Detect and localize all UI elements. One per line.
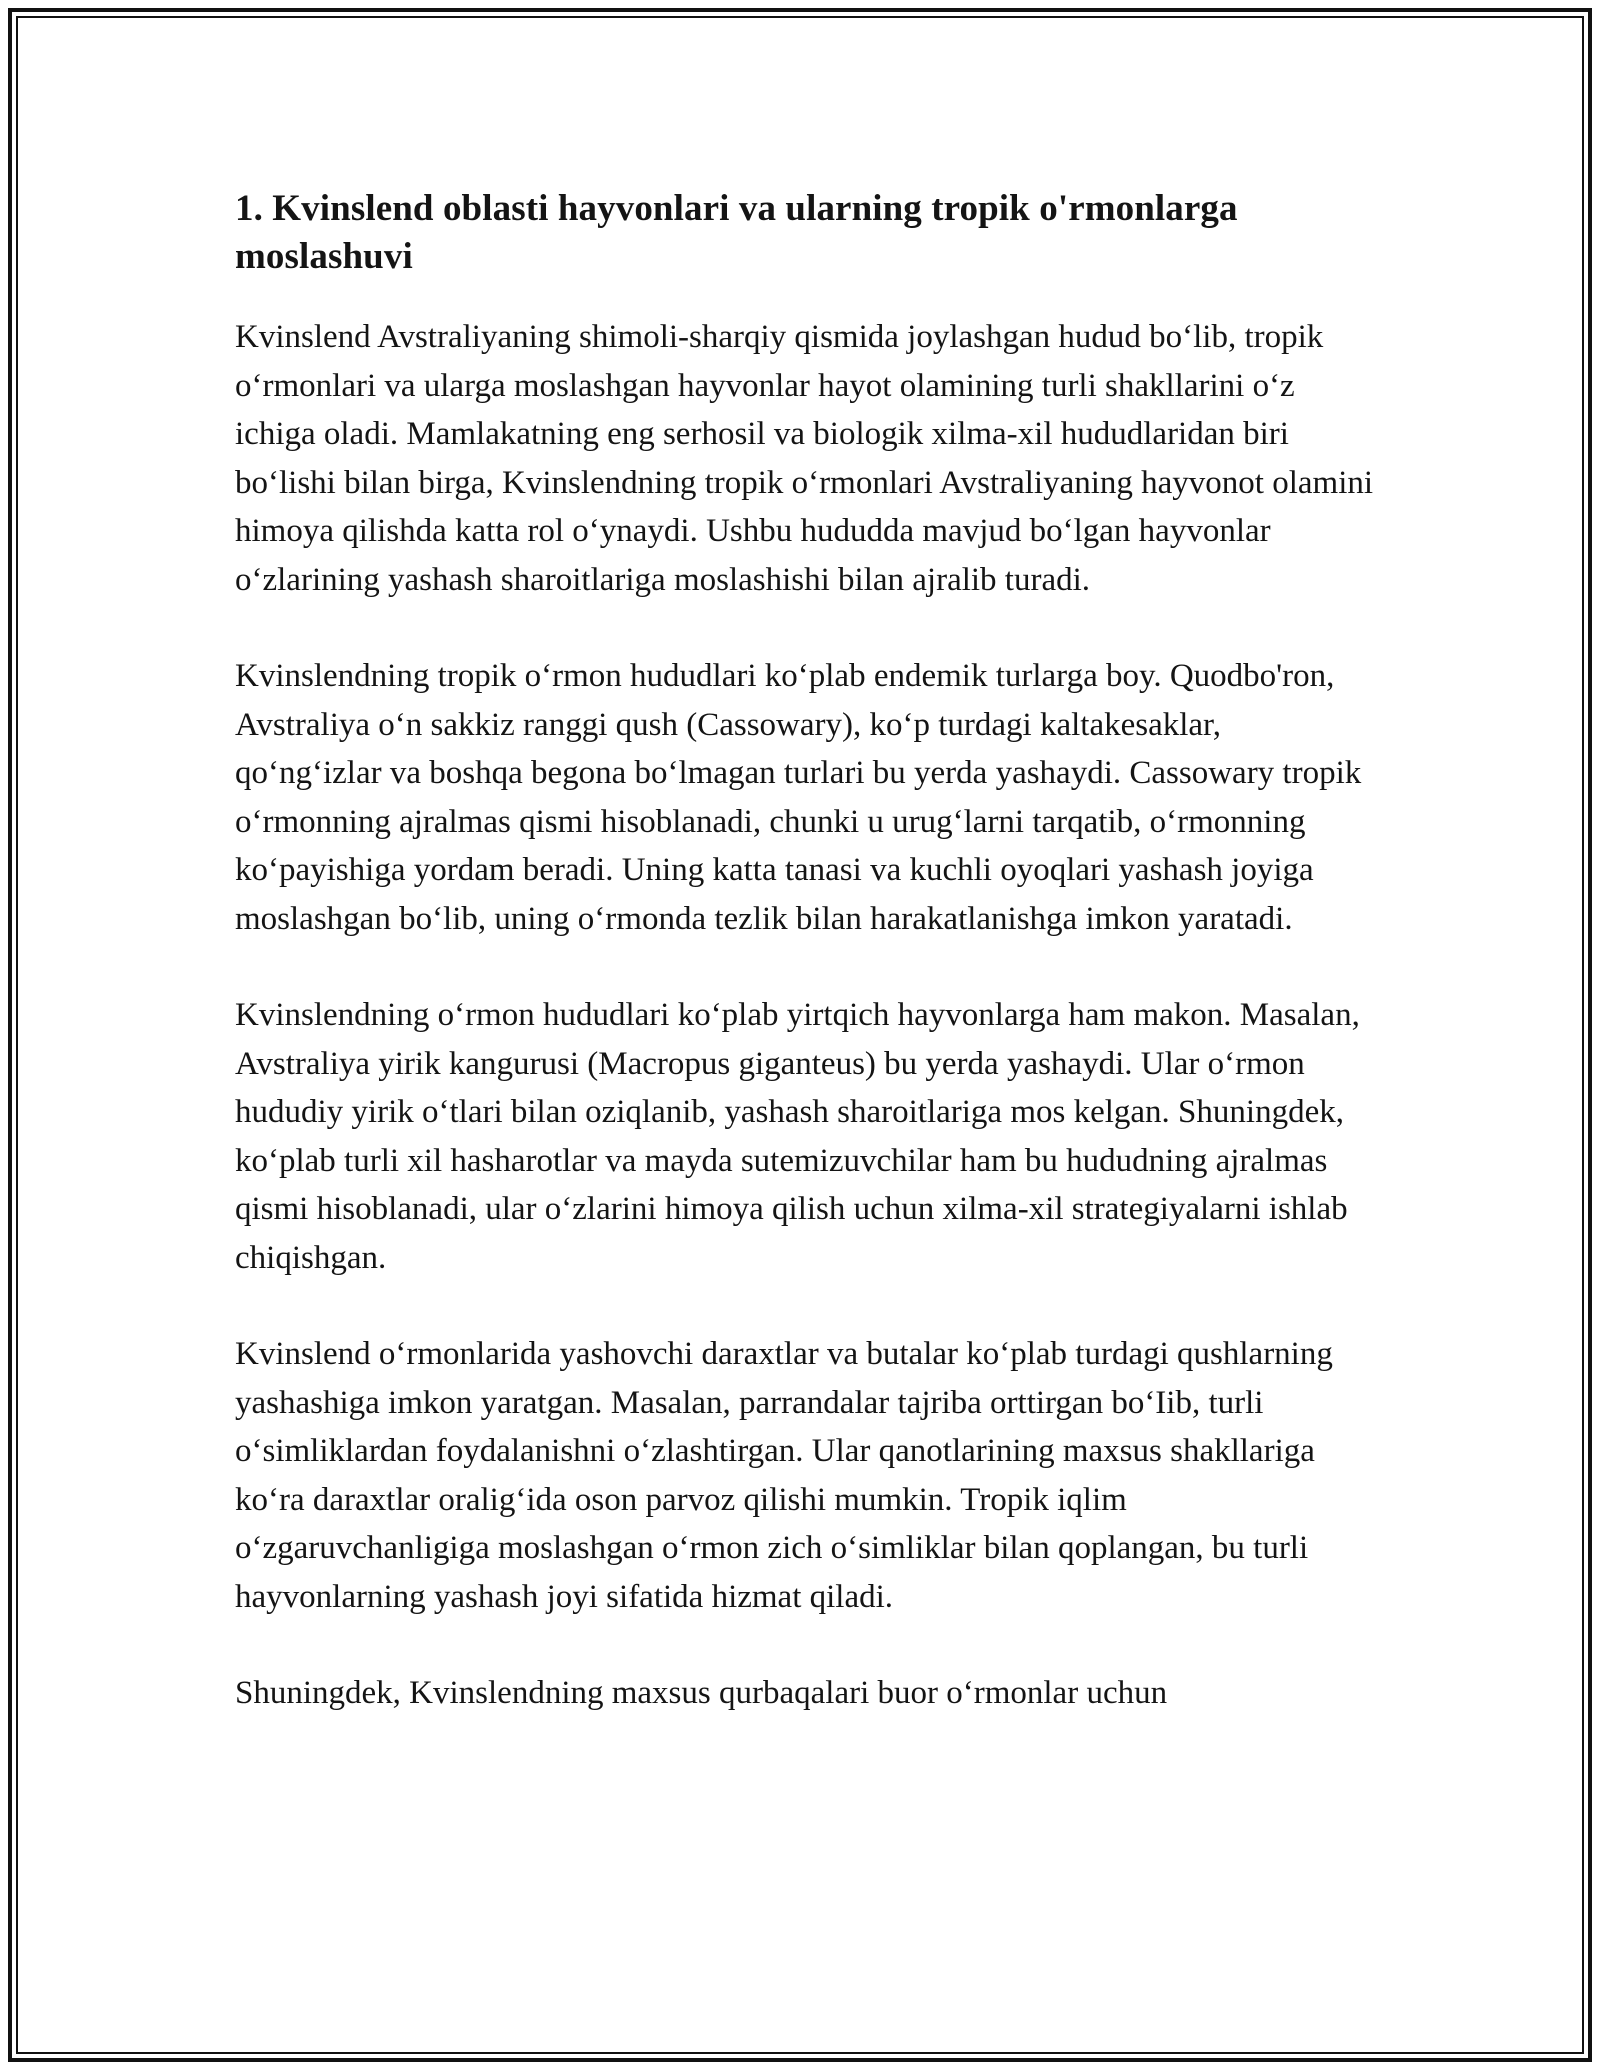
paragraph: Kvinslendning tropik oʻrmon hududlari koʻplab endemik turlarga boy. Quodbo'ron, Avstraliya oʻn sakkiz ranggi qush (Cassowary), koʻp turdagi kaltakesaklar, qoʻngʻizlar va boshqa begona boʻlmagan turlari bu yerda yashaydi. Cassowary tropik oʻrmonning ajralmas qismi hisoblanadi, chunki u urugʻlarni tarqatib, oʻrmonning koʻpayishiga yordam beradi. Uning katta tanasi va kuchli oyoqlari yashash joyiga moslashgan boʻlib, uning oʻrmonda tezlik bilan harakatlanishga imkon yaratadi. <box>235 658 1362 937</box>
document-body <box>235 185 1375 1766</box>
paragraph: Shuningdek, Kvinslendning maxsus qurbaqalari buor oʻrmonlar uchun <box>235 1675 1168 1711</box>
section-heading: 1. Kvinslend oblasti hayvonlari va ularning tropik o'rmonlarga moslashuvi <box>235 188 1238 277</box>
paragraph: Kvinslendning oʻrmon hududlari koʻplab yirtqich hayvonlarga ham makon. Masalan, Avstraliya yirik kangurusi (Macropus giganteus) bu yerda yashaydi. Ular oʻrmon hududiy yirik oʻtlari bilan oziqlanib, yashash sharoitlariga mos kelgan. Shuningdek, koʻplab turli xil hasharotlar va mayda sutemizuvchilar ham bu hududning ajralmas qismi hisoblanadi, ular oʻzlarini himoya qilish uchun xilma-xil strategiyalarni ishlab chiqishgan. <box>235 997 1360 1276</box>
paragraph: Kvinslend Avstraliyaning shimoli-sharqiy qismida joylashgan hudud boʻlib, tropik oʻrmonlari va ularga moslashgan hayvonlar hayot olamining turli shakllarini oʻz ichiga oladi. Mamlakatning eng serhosil va biologik xilma-xil hududlaridan biri boʻlishi bilan birga, Kvinslendning tropik oʻrmonlari Avstraliyaning hayvonot olamini himoya qilishda katta rol oʻynaydi. Ushbu hududda mavjud boʻlgan hayvonlar oʻzlarining yashash sharoitlariga moslashishi bilan ajralib turadi. <box>235 319 1374 598</box>
paragraph: Kvinslend oʻrmonlarida yashovchi daraxtlar va butalar koʻplab turdagi qushlarning yashashiga imkon yaratgan. Masalan, parrandalar tajriba orttirgan boʻIib, turli oʻsimliklardan foydalanishni oʻzlashtirgan. Ular qanotlarining maxsus shakllariga koʻra daraxtlar oraligʻida oson parvoz qilishi mumkin. Tropik iqlim oʻzgaruvchanligiga moslashgan oʻrmon zich oʻsimliklar bilan qoplangan, bu turli hayvonlarning yashash joyi sifatida hizmat qiladi. <box>235 1336 1333 1615</box>
